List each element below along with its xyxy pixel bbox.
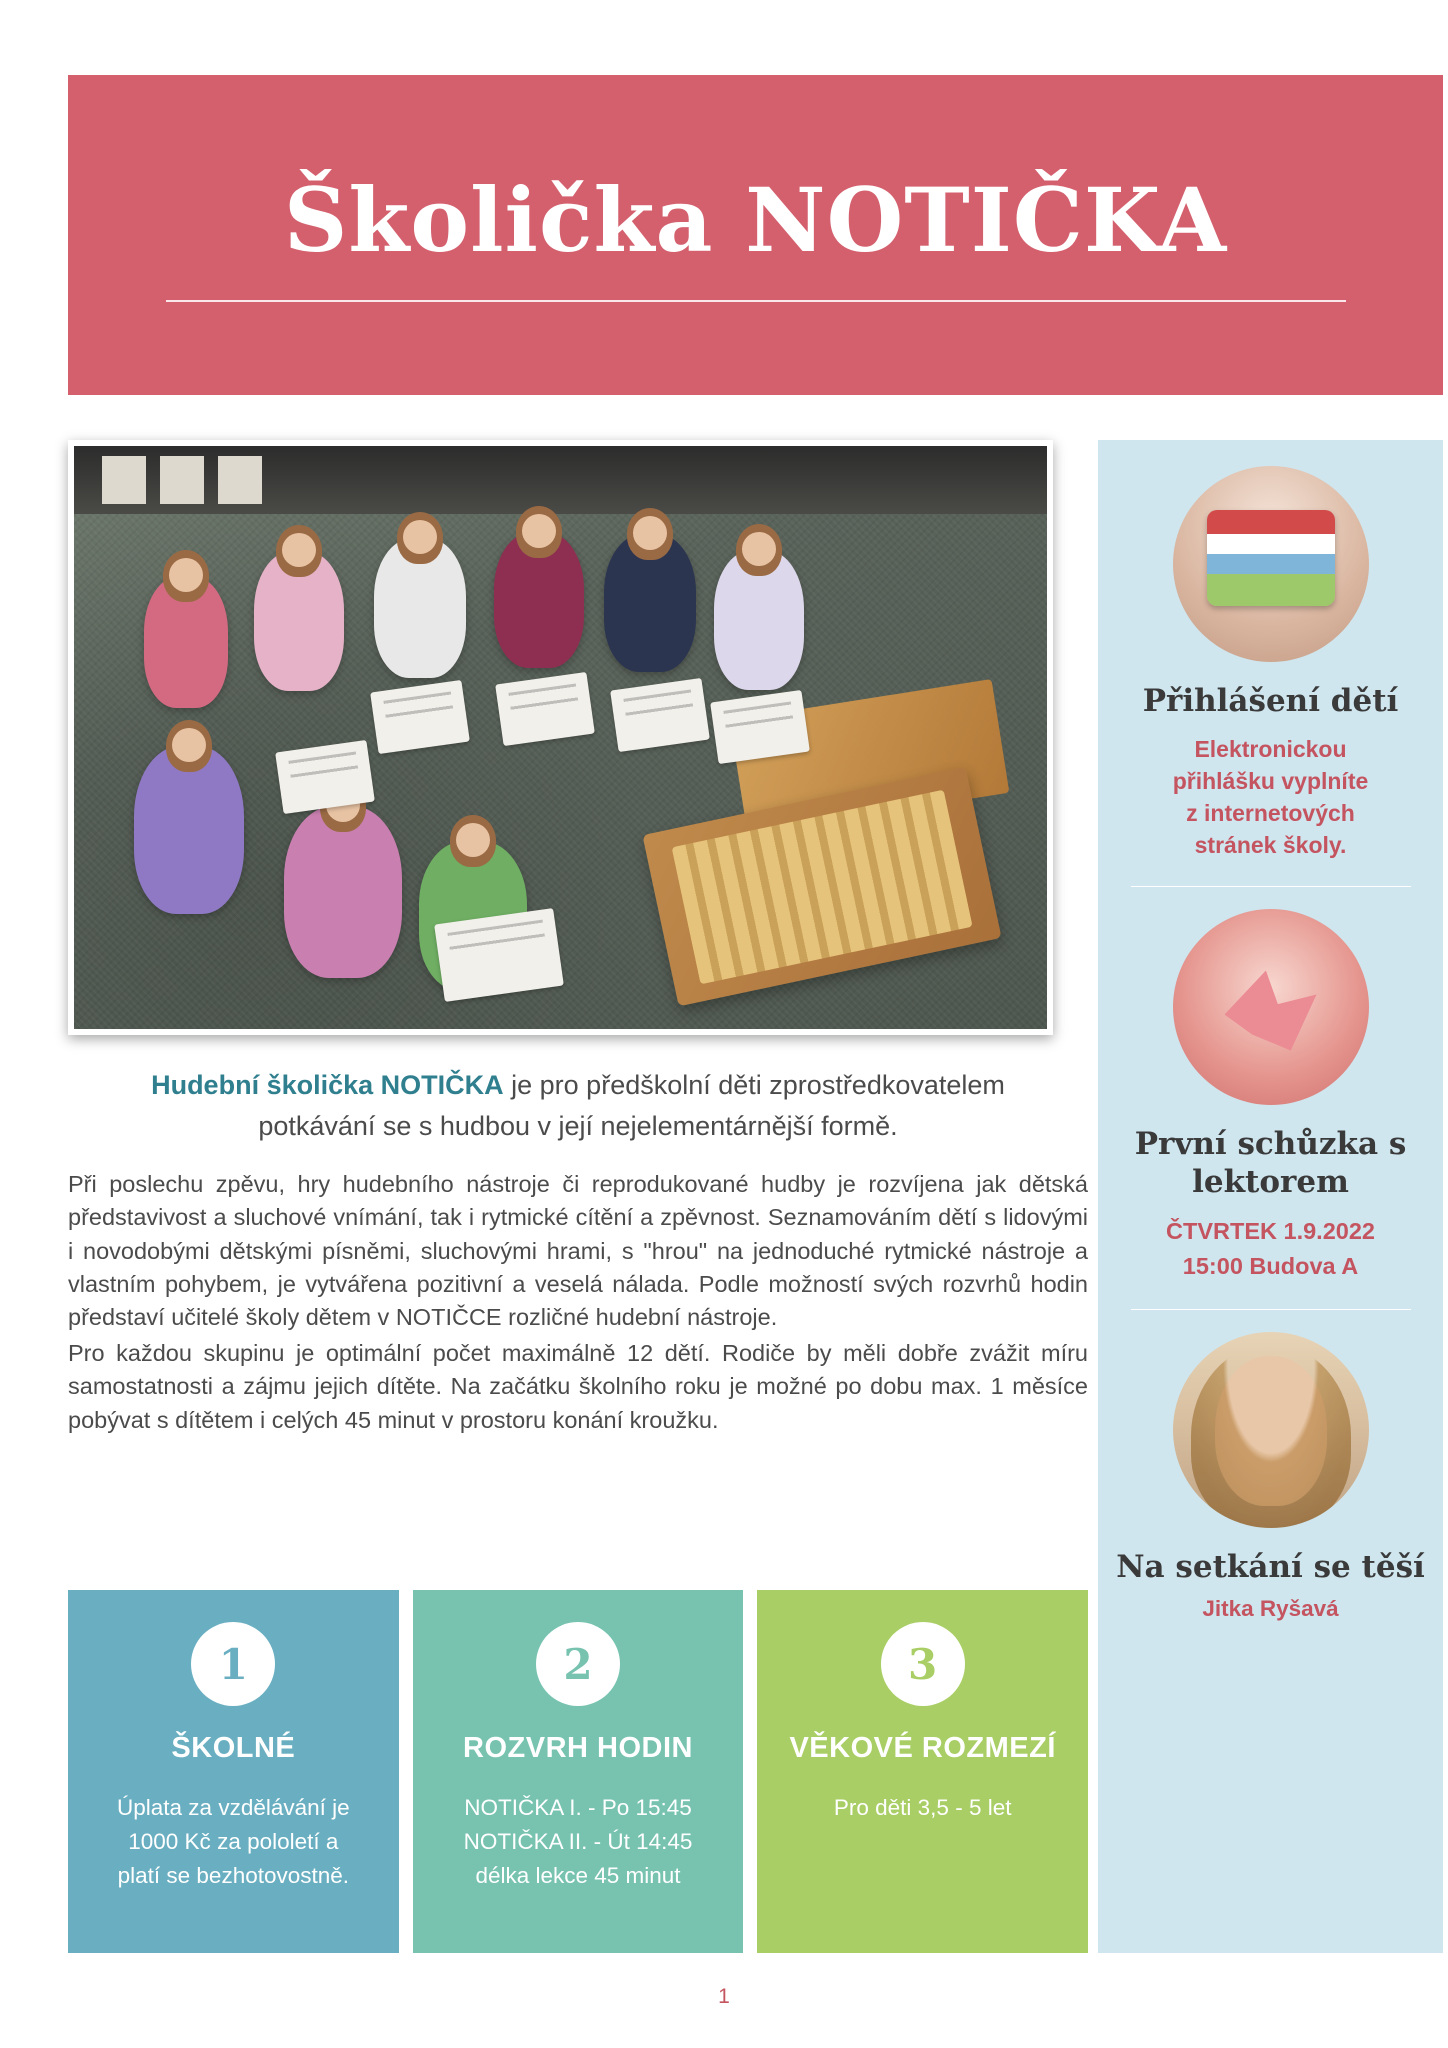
info-box-vek <box>757 1590 1088 1953</box>
lecturer-name: Jitka Ryšavá <box>1202 1596 1339 1622</box>
info-box-line: NOTIČKA I. - Po 15:45 <box>464 1795 692 1820</box>
body-paragraph-1: Při poslechu zpěvu, hry hudebního nástroje či reprodukované hudby je rozvíjena jak dětská představivost a sluchové vnímání, tak i rytmické cítění a zpěvnost. Seznamováním dětí s lidovými i novodobými dětskými písněmi, sluchovými hrami, s "hrou" na jednoduché rytmické nástroje a vlastním pohybem, je vytvářena pozitivní a veselá nálada. Podle možností svých rozvrhů hodin představí učitelé školy dětem v NOTIČCE rozličné hudební nástroje. <box>68 1171 1088 1331</box>
child-figure <box>284 806 402 978</box>
origami-paper-bird-photo <box>1173 909 1369 1105</box>
body-paragraph-2: Pro každou skupinu je optimální počet maximálně 12 dětí. Rodiče by měli dobře zvážit míru samostatnosti a zájmu jejich dítěte. Na začátku školního roku je možné po dobu max. 1 měsíce pobývat s dítětem i celých 45 minut v prostoru konání kroužku. <box>68 1339 1088 1433</box>
info-box-number: 1 <box>191 1622 275 1706</box>
info-box-line: délka lekce 45 minut <box>475 1862 681 1888</box>
sidebar-subtext-line: přihlášku vyplníte <box>1172 767 1369 794</box>
child-figure <box>714 550 804 690</box>
info-box-skolne <box>68 1590 399 1953</box>
sidebar-meeting-details <box>1116 1214 1425 1285</box>
intro-highlight: Hudební školička NOTIČKA <box>151 1070 504 1100</box>
info-box-body <box>86 1791 381 1892</box>
stacked-blocks-in-hands-photo <box>1173 466 1369 662</box>
photo-wall-strip <box>74 446 1047 514</box>
info-box-line: Pro děti 3,5 - 5 let <box>833 1795 1012 1820</box>
main-column <box>68 440 1088 1437</box>
classroom-photo-image <box>74 446 1047 1029</box>
sidebar-divider <box>1131 886 1411 887</box>
info-box-line: 1000 Kč za pololetí a <box>128 1828 339 1854</box>
info-box-line: platí se bezhotovostně. <box>117 1862 350 1888</box>
meeting-time-place: 15:00 Budova A <box>1182 1253 1359 1280</box>
info-box-body <box>775 1791 1070 1825</box>
wall-picture-icon <box>160 456 204 504</box>
child-figure <box>134 746 244 914</box>
info-box-line: Úplata za vzdělávání je <box>117 1795 350 1820</box>
sidebar <box>1098 440 1443 1953</box>
classroom-photo <box>68 440 1053 1035</box>
sidebar-title-setkani: Na setkání se těší <box>1116 1548 1425 1585</box>
sidebar-title-schuzka: První schůzka s lektorem <box>1134 1125 1407 1201</box>
sidebar-title-prihlaseni: Přihlášení dětí <box>1142 683 1399 719</box>
header-banner <box>68 75 1443 395</box>
info-box-body <box>431 1791 726 1892</box>
worksheet-paper <box>434 908 564 1002</box>
body-text <box>68 1168 1088 1437</box>
child-figure <box>144 576 228 708</box>
sidebar-subtext-line: stránek školy. <box>1194 832 1347 859</box>
intro-rest: je pro předškolní děti zprostředkovatelem potkávání se s hudbou v její nejelementárnější formě. <box>258 1070 1005 1141</box>
child-figure <box>374 538 466 678</box>
intro-paragraph <box>68 1065 1088 1146</box>
sidebar-subtext-prihlaseni <box>1116 733 1425 862</box>
child-figure <box>604 534 696 672</box>
wall-picture-icon <box>218 456 262 504</box>
sidebar-subtext-line: z internetových <box>1186 800 1355 827</box>
worksheet-paper <box>495 672 595 746</box>
info-box-line: NOTIČKA II. - Út 14:45 <box>463 1828 693 1854</box>
sidebar-divider <box>1131 1309 1411 1310</box>
wall-picture-icon <box>102 456 146 504</box>
lecturer-portrait-photo <box>1173 1332 1369 1528</box>
header-divider <box>166 300 1346 302</box>
worksheet-paper <box>370 680 470 754</box>
sidebar-subtext-line: Elektronickou <box>1194 735 1347 762</box>
info-box-title: VĚKOVÉ ROZMEZÍ <box>789 1732 1056 1764</box>
info-box-title: ŠKOLNÉ <box>171 1732 296 1764</box>
meeting-date: ČTVRTEK 1.9.2022 <box>1166 1218 1375 1244</box>
info-box-rozvrh <box>413 1590 744 1953</box>
xylophone-icon <box>642 767 1001 1007</box>
worksheet-paper <box>610 678 710 752</box>
info-box-number: 3 <box>881 1622 965 1706</box>
child-figure <box>494 532 584 668</box>
page-title: Školička NOTIČKA <box>283 167 1228 272</box>
worksheet-paper <box>710 690 810 764</box>
info-box-number: 2 <box>536 1622 620 1706</box>
worksheet-paper <box>275 740 375 814</box>
info-boxes <box>68 1590 1088 1953</box>
info-box-title: ROZVRH HODIN <box>463 1732 693 1764</box>
page-number: 1 <box>718 1985 730 2008</box>
child-figure <box>254 551 344 691</box>
